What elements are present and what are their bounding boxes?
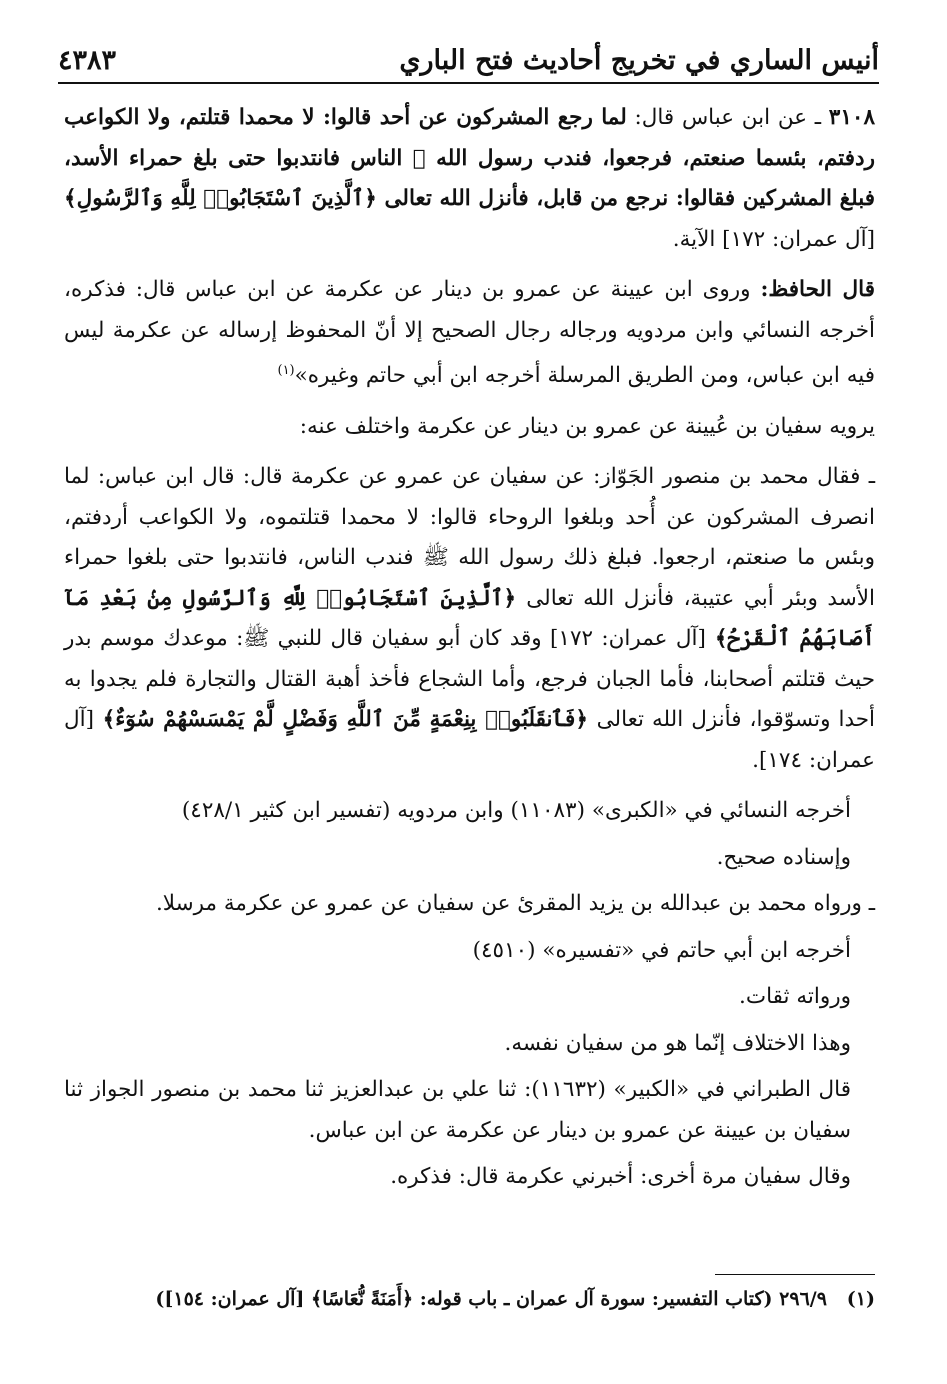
footnote-divider xyxy=(715,1274,875,1275)
takhrij-abi-hatim: أخرجه ابن أبي حاتم في «تفسيره» (٤٥١٠) xyxy=(472,937,851,963)
footnote-ref-text: [آل عمران: ١٥٤]) xyxy=(155,1288,311,1310)
hadith-intro: ـ عن ابن عباس قال: xyxy=(626,105,829,130)
footnote-quran: ﴿أَمَنَةً نُّعَاسًا﴾ xyxy=(310,1288,414,1310)
page-number: ٤٣٨٣ xyxy=(58,45,117,76)
hadith-paragraph xyxy=(64,98,875,260)
hadith-text: لما رجع المشركون عن أحد قالوا: لا محمدا قتلتم، ولا الكواعب ردفتم، بئسما صنعتم، فرجعوا، فندب رسول الله ﷺ الناس فانتدبوا حتى بلغ حمراء الأسد، فبلغ المشركين فقالوا: نرجع من قابل، فأنزل الله تعالى xyxy=(64,105,875,211)
jawwaz-text-c: [آل عمران: ١٧٤]. xyxy=(64,707,875,773)
narrators-grade: ورواته ثقات. xyxy=(739,984,851,1010)
muqri-narration: ـ ورواه محمد بن عبدالله بن يزيد المقرئ عن سفيان عن عمرو عن عكرمة مرسلا. xyxy=(155,891,875,917)
hadith-number: ٣١٠٨ xyxy=(828,105,875,130)
hafiz-text: وروى ابن عيينة عن عمرو بن دينار عن عكرمة عن ابن عباس قال: فذكره، أخرجه النسائي وابن مردويه ورجاله رجال الصحيح إلا أنّ المحفوظ إرساله عن عكرمة ليس فيه ابن عباس، ومن الطريق المرسلة أخرجه ابن أبي حاتم وغيره» xyxy=(64,277,875,389)
footnote-ref: (١) xyxy=(277,363,295,378)
quran-quote-2: ﴿ٱلَّذِينَ ٱسْتَجَابُوا۟ لِلَّهِ وَٱلرَّسُولِ مِنۢ بَعْدِ مَآ أَصَابَهُمُ ٱلْقَرْحُ﴾ xyxy=(64,585,875,652)
hafiz-label: قال الحافظ: xyxy=(760,277,875,302)
page-header xyxy=(58,30,879,84)
running-title: أنيس الساري في تخريج أحاديث فتح الباري xyxy=(399,45,879,76)
jawwaz-text-b: [آل عمران: ١٧٢] وقد كان أبو سفيان قال للنبي ﷺ: موعدك موسم بدر حيث قتلتم أصحابنا، فأما الجبان فرجع، وأما الشجاع فأخذ أهبة القتال والتجارة فلم يجدوا به أحدا وتسوّقوا، فأنزل الله تعالى xyxy=(64,626,875,733)
sufyan-other: وقال سفيان مرة أخرى: أخبرني عكرمة قال: فذكره. xyxy=(390,1164,851,1190)
quran-quote: ﴿ٱلَّذِينَ ٱسْتَجَابُوا۟ لِلَّهِ وَٱلرَّسُولِ﴾ xyxy=(64,186,385,211)
tabarani-chain: قال الطبراني في «الكبير» (١١٦٣٢): ثنا علي بن عبدالعزيز ثنا محمد بن منصور الجواز ثنا سفيان بن عيينة عن عمرو بن دينار عن عكرمة عن ابن عباس. xyxy=(64,1077,851,1143)
ikhtilaf-note: وهذا الاختلاف إنّما هو من سفيان نفسه. xyxy=(504,1030,851,1056)
hafiz-paragraph xyxy=(64,270,875,397)
isnad-grade: وإسناده صحيح. xyxy=(716,844,851,870)
footnote xyxy=(64,1284,875,1314)
footnote-marker: (١) xyxy=(846,1288,875,1310)
jawwaz-narration xyxy=(64,457,875,781)
jawwaz-text-a: ـ فقال محمد بن منصور الجَوّاز: عن سفيان عن عمرو عن عكرمة قال: قال ابن عباس: لما انصرف المشركون عن أُحد وبلغوا الروحاء قالوا: لا محمدا قتلتموه، ولا الكواعب أردفتم، وبئس ما صنعتم، ارجعوا. فبلغ ذلك رسول الله ﷺ فندب الناس، فانتدبوا حتى بلغوا حمراء الأسد وبئر أبي عتيبة، فأنزل الله تعالى xyxy=(64,464,875,611)
quran-reference: [آل عمران: ١٧٢] الآية. xyxy=(672,226,875,252)
quran-quote-3: ﴿فَٱنقَلَبُوا۟ بِنِعْمَةٍ مِّنَ ٱللَّهِ وَفَضْلٍ لَّمْ يَمْسَسْهُمْ سُوٓءٌ﴾ xyxy=(93,707,597,733)
takhrij-nasai: أخرجه النسائي في «الكبرى» (١١٠٨٣) وابن مردويه (تفسير ابن كثير ٤٢٨/١) xyxy=(181,798,851,824)
footnote-text: ٢٩٦/٩ (كتاب التفسير: سورة آل عمران ـ باب قوله: xyxy=(413,1288,827,1310)
page-body xyxy=(64,98,875,1204)
chain-summary: يرويه سفيان بن عُيينة عن عمرو بن دينار عن عكرمة واختلف عنه: xyxy=(299,413,875,439)
